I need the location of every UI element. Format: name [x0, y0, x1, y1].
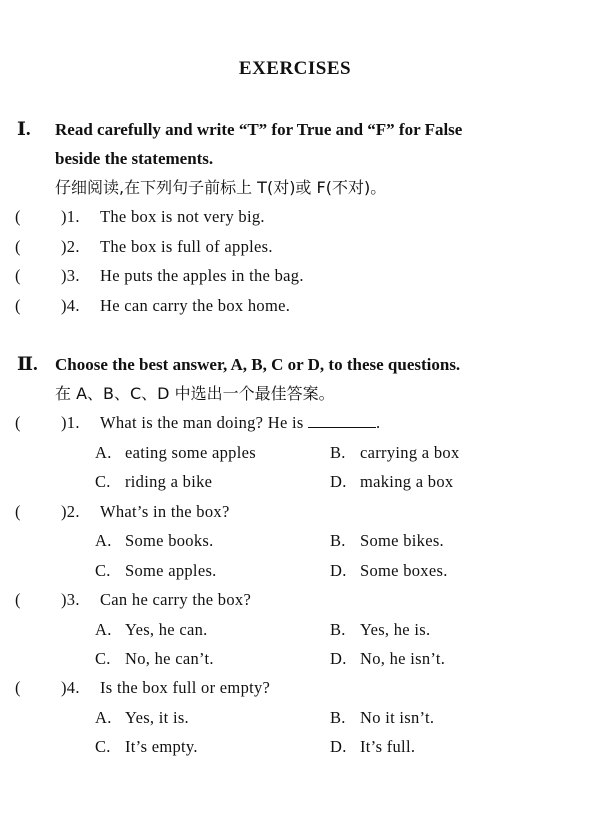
option-text: Yes, it is.	[125, 708, 189, 727]
question-number: )1.	[61, 413, 80, 432]
option-text: It’s empty.	[125, 737, 198, 756]
option-letter: D.	[330, 649, 347, 668]
option-c[interactable]	[95, 645, 214, 673]
statement-text: The box is full of apples.	[100, 237, 273, 256]
statement-number: )2.	[61, 237, 80, 256]
option-letter: C.	[95, 737, 111, 756]
option-letter: C.	[95, 649, 111, 668]
question-text-main: What is the man doing? He is	[100, 413, 304, 432]
question-text: Can he carry the box?	[100, 590, 252, 609]
answer-bracket[interactable]: (	[15, 296, 21, 315]
option-text: eating some apples	[125, 443, 256, 462]
question-number: )3.	[61, 590, 80, 609]
statement-text: The box is not very big.	[100, 207, 265, 226]
option-c[interactable]	[95, 733, 198, 761]
option-letter: A.	[95, 708, 112, 727]
option-letter: D.	[330, 561, 347, 580]
option-text: riding a bike	[125, 472, 213, 491]
option-text: making a box	[360, 472, 454, 491]
answer-bracket[interactable]: (	[15, 678, 21, 697]
option-text: Yes, he can.	[125, 620, 208, 639]
section1-heading	[17, 116, 462, 144]
option-b[interactable]	[330, 704, 434, 732]
answer-bracket[interactable]: (	[15, 207, 21, 226]
option-letter: C.	[95, 561, 111, 580]
option-d[interactable]	[330, 557, 448, 585]
statement-number: )3.	[61, 266, 80, 285]
option-letter: B.	[330, 443, 346, 462]
answer-bracket[interactable]: (	[15, 590, 21, 609]
answer-bracket[interactable]: (	[15, 266, 21, 285]
option-a[interactable]	[95, 439, 256, 467]
option-text: It’s full.	[360, 737, 416, 756]
option-b[interactable]	[330, 616, 430, 644]
question-number: )4.	[61, 678, 80, 697]
question-text	[100, 409, 380, 437]
statement-text: He can carry the box home.	[100, 296, 291, 315]
option-letter: D.	[330, 472, 347, 491]
option-a[interactable]	[95, 704, 189, 732]
option-text: Some books.	[125, 531, 214, 550]
option-letter: A.	[95, 620, 112, 639]
option-d[interactable]	[330, 645, 445, 673]
option-letter: B.	[330, 620, 346, 639]
option-text: No, he isn’t.	[360, 649, 446, 668]
question-text: What’s in the box?	[100, 502, 230, 521]
option-b[interactable]	[330, 439, 460, 467]
option-c[interactable]	[95, 468, 212, 496]
answer-bracket[interactable]: (	[15, 237, 21, 256]
option-letter: A.	[95, 531, 112, 550]
fill-in-blank[interactable]	[308, 411, 376, 428]
question-text: Is the box full or empty?	[100, 678, 271, 697]
option-a[interactable]	[95, 527, 214, 555]
option-letter: B.	[330, 708, 346, 727]
option-letter: A.	[95, 443, 112, 462]
answer-bracket[interactable]: (	[15, 413, 21, 432]
statement-number: )4.	[61, 296, 80, 315]
option-c[interactable]	[95, 557, 217, 585]
section1-instruction-line2: beside the statements.	[55, 149, 214, 168]
statement-number: )1.	[61, 207, 80, 226]
option-b[interactable]	[330, 527, 444, 555]
option-letter: D.	[330, 737, 347, 756]
option-text: No, he can’t.	[125, 649, 214, 668]
question-number: )2.	[61, 502, 80, 521]
option-text: carrying a box	[360, 443, 460, 462]
section1-instruction-line1: Read carefully and write “T” for True and “F” for False	[55, 120, 463, 139]
option-d[interactable]	[330, 733, 415, 761]
option-a[interactable]	[95, 616, 208, 644]
option-text: Some bikes.	[360, 531, 444, 550]
option-letter: C.	[95, 472, 111, 491]
section2-number: Ⅱ.	[17, 354, 38, 375]
section2-heading	[17, 351, 460, 379]
section2-instruction: Choose the best answer, A, B, C or D, to these questions.	[55, 355, 461, 374]
section2-instruction-cn: 在 A、B、C、D 中选出一个最佳答案。	[55, 384, 335, 403]
section1-instruction-cn: 仔细阅读,在下列句子前标上 T(对)或 F(不对)。	[55, 178, 387, 197]
option-text: Some apples.	[125, 561, 217, 580]
option-text: Yes, he is.	[360, 620, 431, 639]
option-d[interactable]	[330, 468, 453, 496]
statement-text: He puts the apples in the bag.	[100, 266, 304, 285]
question-text-tail: .	[376, 413, 381, 432]
option-text: Some boxes.	[360, 561, 448, 580]
page-title: EXERCISES	[238, 58, 352, 79]
answer-bracket[interactable]: (	[15, 502, 21, 521]
option-text: No it isn’t.	[360, 708, 435, 727]
option-letter: B.	[330, 531, 346, 550]
section1-number: Ⅰ.	[17, 119, 31, 140]
